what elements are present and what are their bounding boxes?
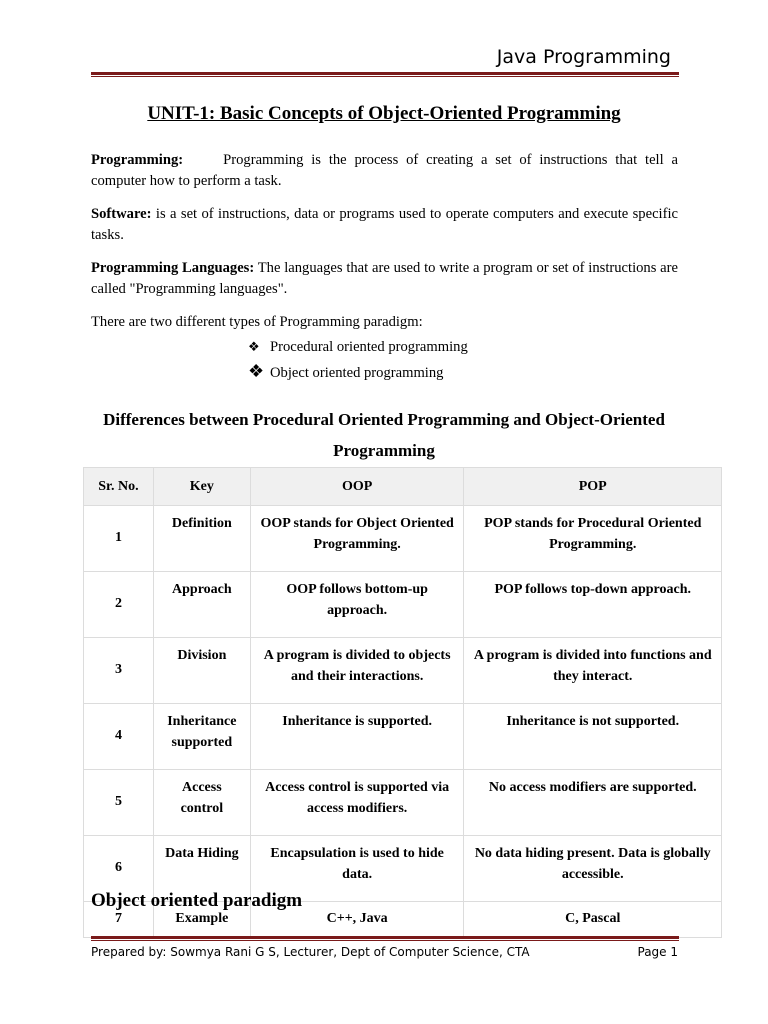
definition-software bbox=[91, 204, 678, 245]
table-row bbox=[84, 506, 722, 572]
table-header-row bbox=[84, 468, 722, 506]
row-number: 1 bbox=[84, 506, 154, 572]
object-oriented-paradigm-heading: Object oriented paradigm bbox=[91, 890, 303, 911]
column-header: OOP bbox=[250, 468, 464, 506]
row-number: 2 bbox=[84, 572, 154, 638]
unit-title: UNIT-1: Basic Concepts of Object-Oriented Programming bbox=[147, 103, 621, 124]
row-oop: OOP follows bottom-up approach. bbox=[250, 572, 464, 638]
row-oop: OOP stands for Object Oriented Programming. bbox=[250, 506, 464, 572]
row-key: Data Hiding bbox=[153, 836, 250, 902]
paradigm-label: Object oriented programming bbox=[270, 365, 444, 381]
row-key: Division bbox=[153, 638, 250, 704]
row-number: 6 bbox=[84, 836, 154, 902]
footer-rule bbox=[91, 936, 679, 941]
table-row bbox=[84, 704, 722, 770]
row-number: 7 bbox=[84, 902, 154, 938]
row-pop: C, Pascal bbox=[464, 902, 722, 938]
diamond-bullet-icon: ❖ bbox=[248, 339, 260, 354]
row-pop: A program is divided into functions and they interact. bbox=[464, 638, 722, 704]
definition-term: Software: bbox=[91, 206, 152, 222]
page-number: Page 1 bbox=[637, 945, 678, 959]
row-oop: A program is divided to objects and their interactions. bbox=[250, 638, 464, 704]
definition-text: Programming is the process of creating a set of instructions that tell a computer how to perform a task. bbox=[91, 152, 678, 189]
diamond-bullet-icon: ❖ bbox=[248, 361, 265, 381]
paradigm-list-item bbox=[248, 339, 468, 356]
row-key: Access control bbox=[153, 770, 250, 836]
header-rule bbox=[91, 72, 679, 77]
row-key: Approach bbox=[153, 572, 250, 638]
row-number: 4 bbox=[84, 704, 154, 770]
column-header: Key bbox=[153, 468, 250, 506]
paradigm-list-item bbox=[248, 361, 443, 382]
row-oop: Encapsulation is used to hide data. bbox=[250, 836, 464, 902]
header-rule-thin bbox=[91, 76, 679, 77]
row-number: 3 bbox=[84, 638, 154, 704]
row-pop: POP stands for Procedural Oriented Programming. bbox=[464, 506, 722, 572]
table-row bbox=[84, 638, 722, 704]
row-pop: No data hiding present. Data is globally accessible. bbox=[464, 836, 722, 902]
row-oop: Inheritance is supported. bbox=[250, 704, 464, 770]
row-oop: Access control is supported via access modifiers. bbox=[250, 770, 464, 836]
paradigm-intro: There are two different types of Programming paradigm: bbox=[91, 314, 423, 330]
column-header: POP bbox=[464, 468, 722, 506]
row-pop: No access modifiers are supported. bbox=[464, 770, 722, 836]
paradigm-label: Procedural oriented programming bbox=[270, 339, 468, 355]
differences-heading bbox=[0, 404, 768, 466]
definition-text: is a set of instructions, data or programs used to operate computers and execute specific tasks. bbox=[91, 206, 678, 243]
definition-term: Programming Languages: bbox=[91, 260, 255, 276]
row-pop: POP follows top-down approach. bbox=[464, 572, 722, 638]
row-oop: C++, Java bbox=[250, 902, 464, 938]
differences-table bbox=[83, 467, 722, 938]
footer-rule-thick bbox=[91, 936, 679, 939]
row-key: Inheritance supported bbox=[153, 704, 250, 770]
differences-heading-line: Programming bbox=[333, 441, 435, 460]
definition-text: The languages that are used to write a program or set of instructions are called "Programming languages". bbox=[91, 260, 678, 297]
row-pop: Inheritance is not supported. bbox=[464, 704, 722, 770]
differences-heading-line: Differences between Procedural Oriented Programming and Object-Oriented bbox=[103, 410, 665, 429]
definition-programming bbox=[91, 150, 678, 191]
row-key: Example bbox=[153, 902, 250, 938]
column-header: Sr. No. bbox=[84, 468, 154, 506]
header-title: Java Programming bbox=[496, 46, 671, 68]
definition-programming-languages bbox=[91, 258, 678, 299]
definition-term: Programming: bbox=[91, 152, 184, 168]
footer-prepared-by: Prepared by: Sowmya Rani G S, Lecturer, Dept of Computer Science, CTA bbox=[91, 945, 530, 959]
table-row bbox=[84, 770, 722, 836]
footer bbox=[91, 945, 678, 959]
row-key: Definition bbox=[153, 506, 250, 572]
header-rule-thick bbox=[91, 72, 679, 75]
footer-rule-thin bbox=[91, 940, 679, 941]
table-row bbox=[84, 572, 722, 638]
row-number: 5 bbox=[84, 770, 154, 836]
